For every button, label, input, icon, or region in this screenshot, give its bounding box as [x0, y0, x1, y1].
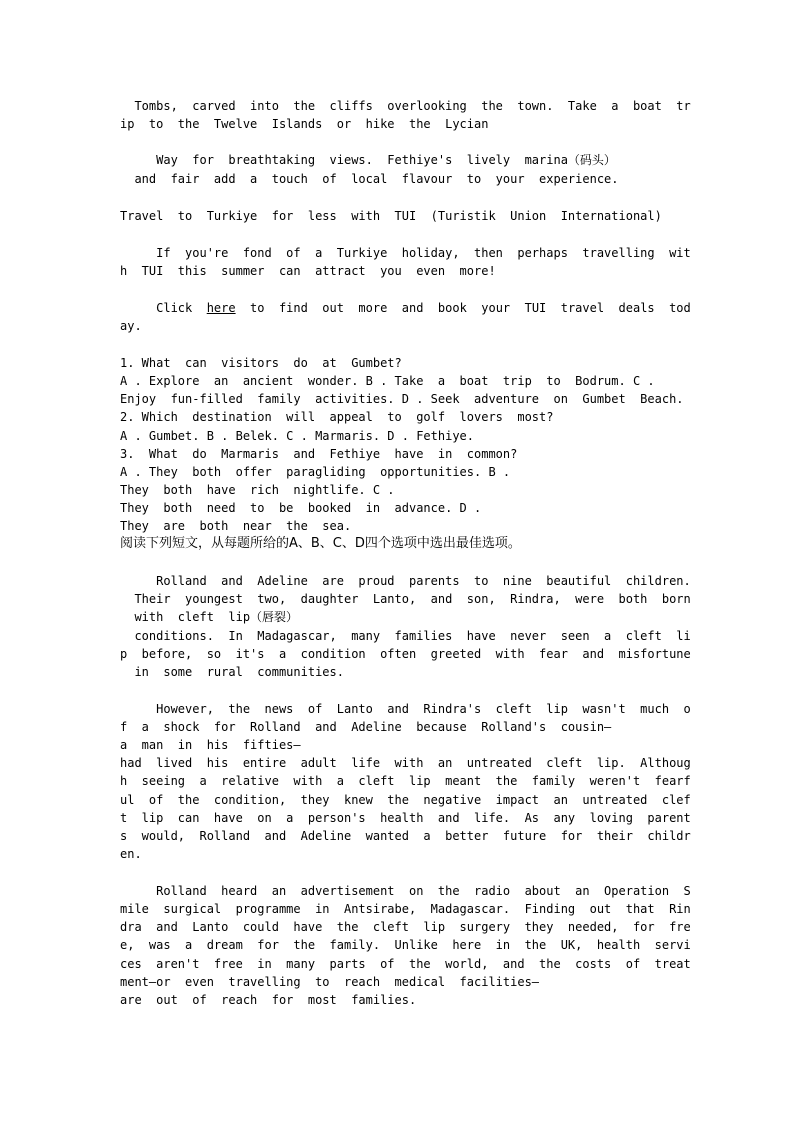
text-line: Rolland heard an advertisement on the radio about an Operation S [120, 884, 691, 898]
text-line: ul of the condition, they knew the negative impact an untreated clef [120, 793, 691, 807]
question-line: 2. Which destination will appeal to golf lovers most? [120, 410, 554, 424]
here-link[interactable]: here [206, 301, 236, 315]
text-line: f a shock for Rolland and Adeline because Rolland's cousin— [120, 720, 612, 734]
text-line: dra and Lanto could have the cleft lip surgery they needed, for fre [120, 920, 691, 934]
text-line: en. [120, 847, 142, 861]
text-line: mile surgical programme in Antsirabe, Madagascar. Finding out that Rin [120, 902, 691, 916]
text-line: and fair add a touch of local flavour to your experience. [120, 172, 619, 186]
text-line: If you're fond of a Turkiye holiday, then perhaps travelling wit [120, 246, 691, 260]
click-suffix: to find out more and book your TUI travel deals tod [235, 301, 691, 315]
text-line: had lived his entire adult life with an untreated cleft lip. Althoug [120, 756, 691, 770]
text-line: p before, so it's a condition often greeted with fear and misfortune [120, 647, 691, 661]
option-line: They both need to be booked in advance. D . [120, 501, 482, 515]
heading-line: Travel to Turkiye for less with TUI (Turistik Union International) [120, 209, 662, 223]
text-line: e, was a dream for the family. Unlike here in the UK, health servi [120, 938, 691, 952]
text-line: Tombs, carved into the cliffs overlooking the town. Take a boat tr [120, 99, 691, 113]
text-line: t lip can have on a person's health and life. As any loving parent [120, 811, 691, 825]
text-line: a man in his fifties— [120, 738, 301, 752]
text-line: s would, Rolland and Adeline wanted a better future for their childr [120, 829, 691, 843]
text-line: in some rural communities. [120, 665, 344, 679]
option-line: They are both near the sea. [120, 519, 352, 533]
question-line: 1. What can visitors do at Gumbet? [120, 356, 402, 370]
option-line: A . They both offer paragliding opportunities. B . [120, 465, 511, 479]
text-line: conditions. In Madagascar, many families have never seen a cleft li [120, 629, 691, 643]
text-line: ces aren't free in many parts of the world, and the costs of treat [120, 957, 691, 971]
option-line: Enjoy fun-filled family activities. D . Seek adventure on Gumbet Beach. [120, 392, 684, 406]
text-line: with cleft lip（唇裂） [120, 610, 299, 624]
click-line [120, 299, 691, 317]
instruction: 阅读下列短文，从每题所给的A、B、C、D四个选项中选出最佳选项。 [120, 536, 521, 551]
option-line: A . Explore an ancient wonder. B . Take a boat trip to Bodrum. C . [120, 374, 655, 388]
question-line: 3. What do Marmaris and Fethiye have in common? [120, 447, 518, 461]
text-line: are out of reach for most families. [120, 993, 417, 1007]
option-line: They both have rich nightlife. C . [120, 483, 395, 497]
text-line: Way for breathtaking views. Fethiye's lively marina（码头） [120, 153, 616, 167]
text-line: ment—or even travelling to reach medical facilities— [120, 975, 540, 989]
text-line: ay. [120, 319, 142, 333]
text-line: h seeing a relative with a cleft lip meant the family weren't fearf [120, 774, 691, 788]
option-line: A . Gumbet. B . Belek. C . Marmaris. D . Fethiye. [120, 429, 475, 443]
click-prefix: Click [120, 301, 207, 315]
text-line: h TUI this summer can attract you even more! [120, 264, 496, 278]
text-line: Their youngest two, daughter Lanto, and son, Rindra, were both born [120, 592, 691, 606]
text-line: ip to the Twelve Islands or hike the Lycian [120, 117, 489, 131]
text-line: However, the news of Lanto and Rindra's cleft lip wasn't much o [120, 702, 691, 716]
text-line: Rolland and Adeline are proud parents to nine beautiful children. [120, 574, 691, 588]
